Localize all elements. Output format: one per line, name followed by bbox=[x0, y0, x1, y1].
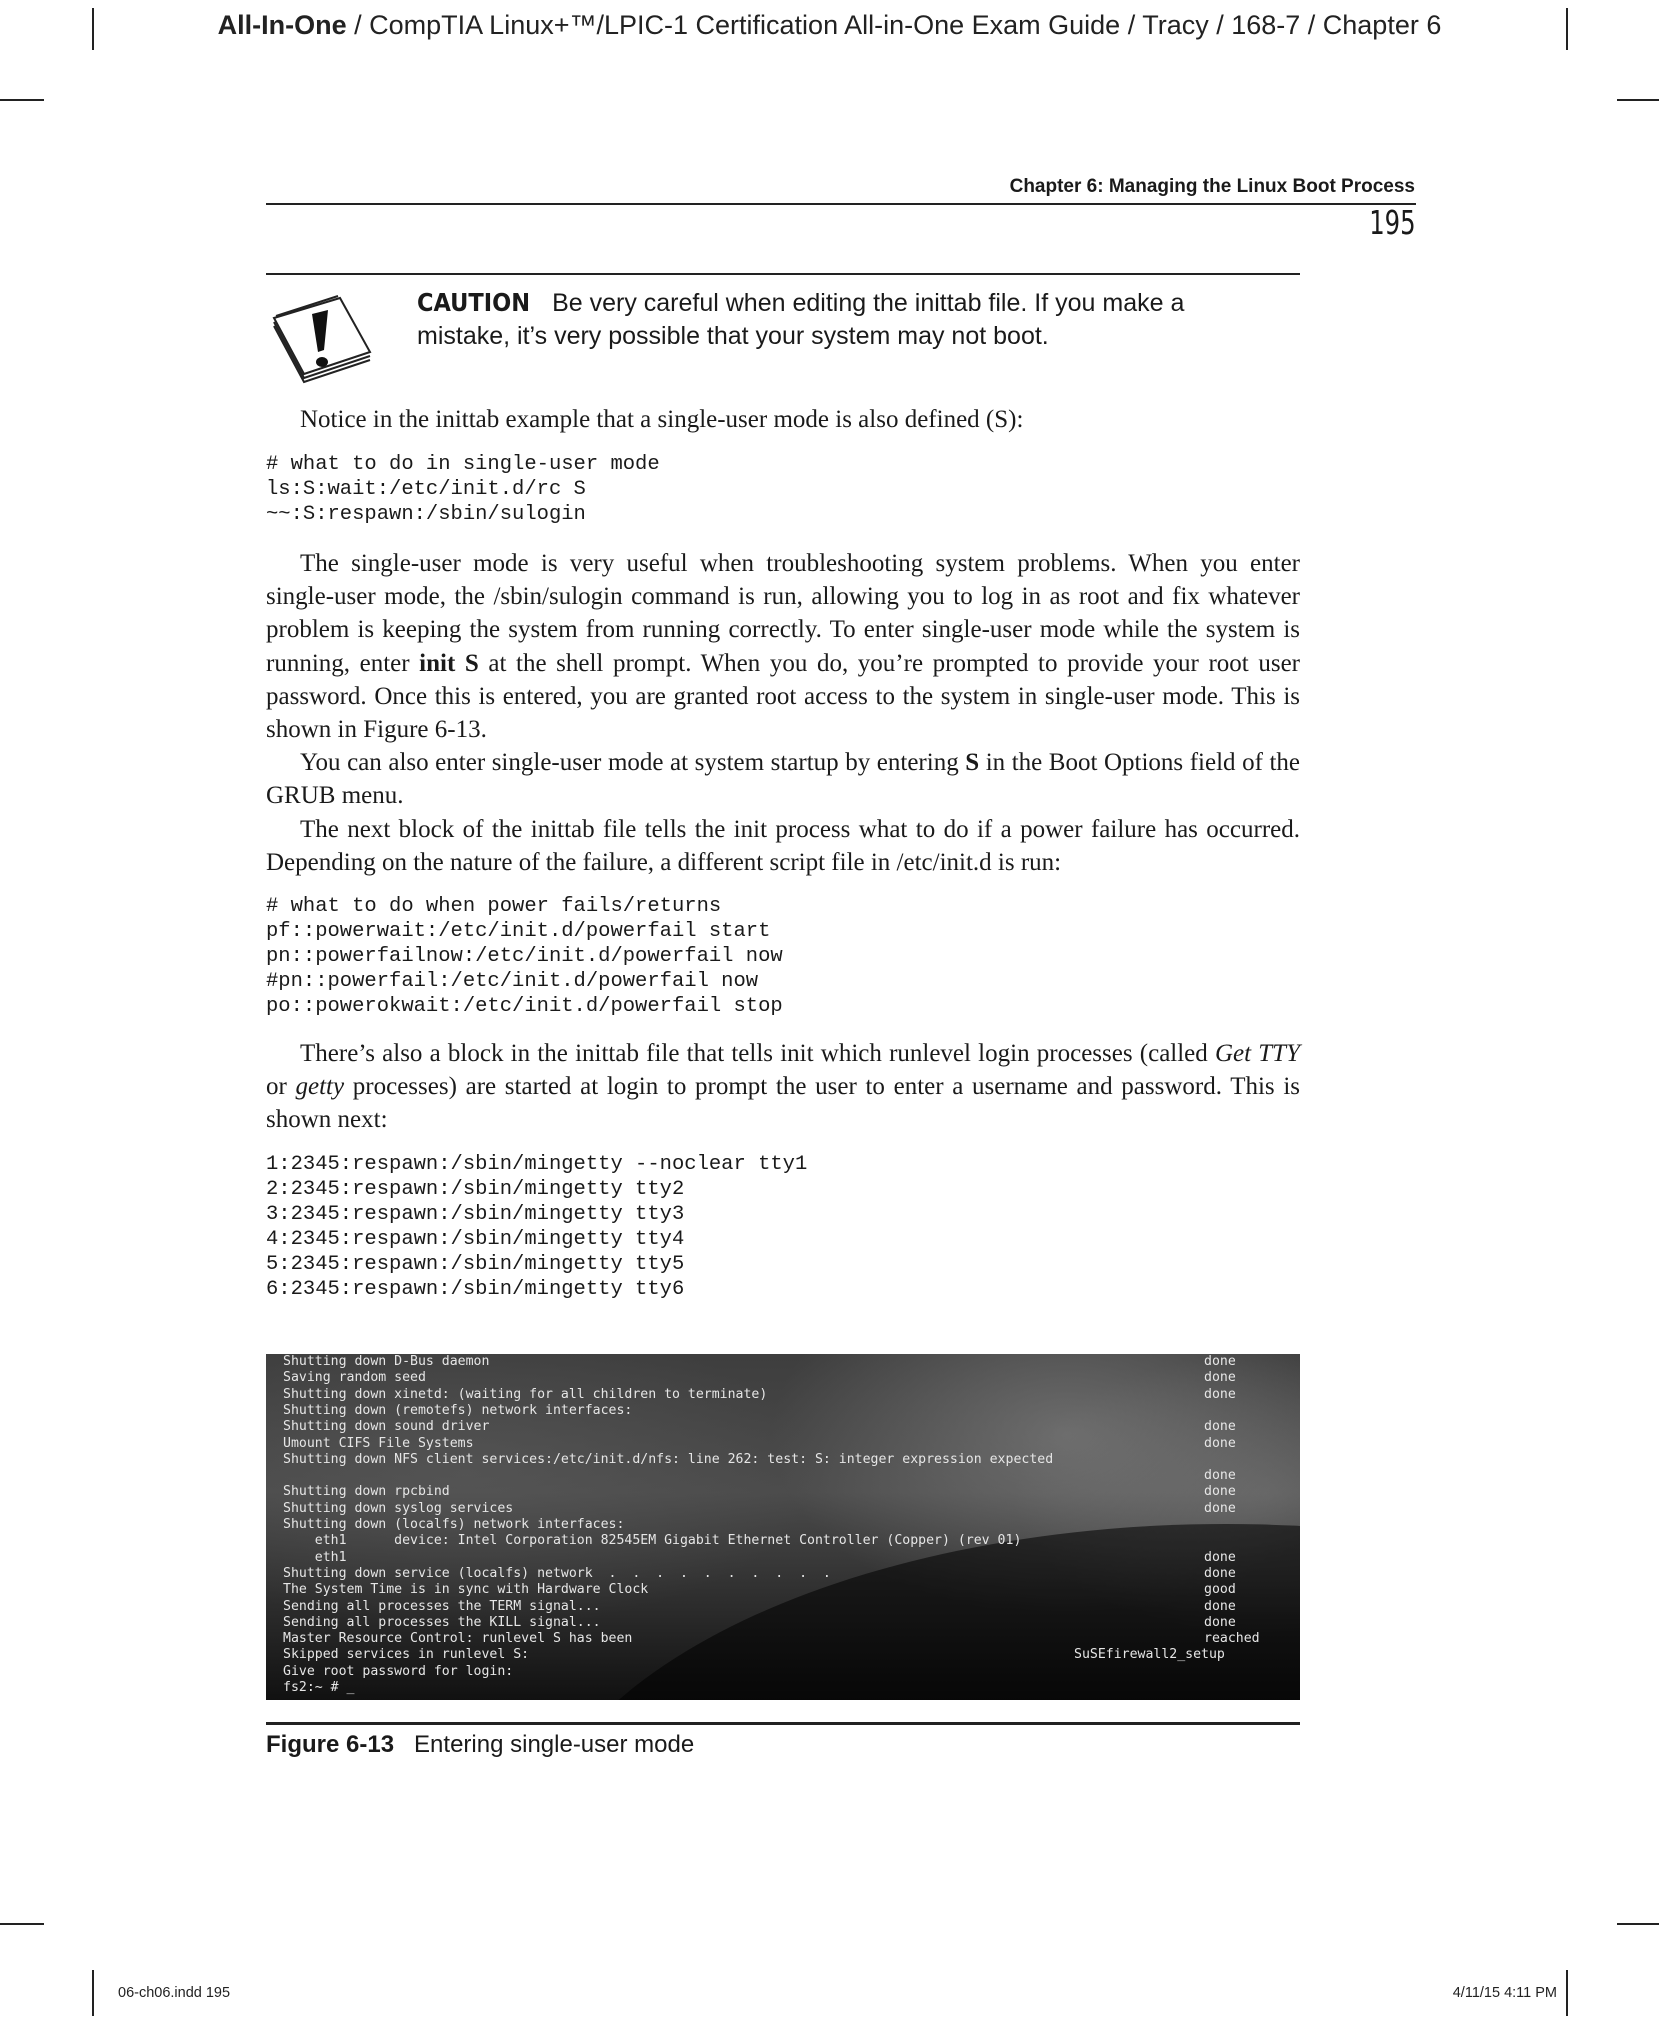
terminal-status: done bbox=[1204, 1468, 1236, 1484]
crop-mark-left-lower bbox=[0, 1923, 44, 1925]
paragraph-power-failure: The next block of the inittab file tells the init process what to do if a power failure has occurred. Depending on the nature of the failure, a different script file in /etc/init.d is run: bbox=[266, 816, 1300, 877]
code-line: # what to do in single-user mode bbox=[266, 453, 660, 476]
paragraph-text: or bbox=[266, 1073, 296, 1101]
terminal-line: Shutting down xinetd: (waiting for all children to terminate) bbox=[283, 1386, 768, 1402]
caution-label: CAUTION bbox=[417, 288, 531, 317]
figure-label: Figure 6-13 bbox=[266, 1731, 395, 1758]
code-block-power-failure bbox=[266, 894, 783, 1019]
paragraph-text: processes) are started at login to prompt the user to enter a username and password. This is shown next: bbox=[266, 1073, 1300, 1134]
terminal-status: SuSEfirewall2_setup bbox=[1074, 1647, 1225, 1663]
paragraph-single-user-intro: Notice in the inittab example that a single-user mode is also defined (S): bbox=[300, 406, 1024, 433]
footer-file-info: 06-ch06.indd 195 bbox=[118, 1985, 231, 2001]
terminal-line: Shutting down rpcbind bbox=[283, 1484, 450, 1500]
caution-exclamation-icon bbox=[266, 288, 376, 384]
page-number: 195 bbox=[1369, 203, 1416, 242]
terminal-line: Shutting down service (localfs) network . . . . . . . . . . bbox=[283, 1565, 831, 1581]
code-line: ~~:S:respawn:/sbin/sulogin bbox=[266, 503, 586, 526]
terminal-status: done bbox=[1204, 1598, 1236, 1614]
code-line: 1:2345:respawn:/sbin/mingetty --noclear tty1 bbox=[266, 1153, 808, 1176]
option-s: S bbox=[965, 749, 980, 776]
figure-caption bbox=[266, 1731, 694, 1759]
command-init-s: init S bbox=[419, 649, 479, 677]
code-line: #pn::powerfail:/etc/init.d/powerfail now bbox=[266, 970, 759, 993]
terminal-status: reached bbox=[1204, 1631, 1260, 1647]
terminal-line: Umount CIFS File Systems bbox=[283, 1435, 474, 1451]
slug-header-details: / CompTIA Linux+™/LPIC-1 Certification All-in-One Exam Guide / Tracy / 168-7 / Chapter 6 bbox=[346, 10, 1442, 40]
paragraph-text: The single-user mode is very useful when troubleshooting system problems. When you enter single-user mode, the /sbin/sulogin command is run, allowing you to log in as root and fix whatever problem is keeping the system from running correctly. To enter single-user mode while the system is running, enter bbox=[266, 550, 1300, 677]
terminal-status: done bbox=[1204, 1565, 1236, 1581]
terminal-line: Master Resource Control: runlevel S has been bbox=[283, 1631, 633, 1647]
code-line: 6:2345:respawn:/sbin/mingetty tty6 bbox=[266, 1278, 685, 1301]
terminal-status: good bbox=[1204, 1582, 1236, 1598]
terminal-line: Skipped services in runlevel S: bbox=[283, 1647, 530, 1663]
terminal-background-arc bbox=[526, 1524, 1300, 1700]
paragraph-getty bbox=[266, 1037, 1300, 1137]
code-line: 2:2345:respawn:/sbin/mingetty tty2 bbox=[266, 1178, 685, 1201]
crop-mark-bottom-left bbox=[92, 1970, 94, 2016]
code-line: pn::powerfailnow:/etc/init.d/powerfail now bbox=[266, 945, 783, 968]
footer-timestamp: 4/11/15 4:11 PM bbox=[1452, 1985, 1557, 2001]
terminal-line: Shutting down (remotefs) network interfaces: bbox=[283, 1402, 633, 1418]
crop-mark-left-upper bbox=[0, 99, 44, 101]
figure-rule bbox=[266, 1722, 1300, 1725]
terminal-line: eth1 device: Intel Corporation 82545EM Gigabit Ethernet Controller (Copper) (rev 01) bbox=[283, 1533, 1022, 1549]
paragraph-text: There’s also a block in the inittab file that tells init which runlevel login processes (called bbox=[300, 1040, 1215, 1067]
terminal-line: Shutting down NFS client services:/etc/init.d/nfs: line 262: test: S: integer expression expected bbox=[283, 1451, 1054, 1467]
slug-header bbox=[0, 10, 1659, 41]
code-line: ls:S:wait:/etc/init.d/rc S bbox=[266, 478, 586, 501]
terminal-line: Shutting down (localfs) network interfaces: bbox=[283, 1517, 625, 1532]
terminal-status: done bbox=[1204, 1419, 1236, 1435]
paragraph-grub-single-user bbox=[266, 746, 1300, 812]
terminal-status: done bbox=[1204, 1435, 1236, 1451]
code-line: po::powerokwait:/etc/init.d/powerfail stop bbox=[266, 995, 783, 1018]
running-head-rule bbox=[266, 203, 1416, 205]
terminal-status: done bbox=[1204, 1386, 1236, 1402]
paragraph-single-user-explanation bbox=[266, 547, 1300, 746]
paragraph-text: You can also enter single-user mode at system startup by entering bbox=[300, 749, 966, 776]
code-line: 5:2345:respawn:/sbin/mingetty tty5 bbox=[266, 1253, 685, 1276]
slug-header-series: All-In-One bbox=[217, 10, 347, 40]
terminal-line: Shutting down syslog services bbox=[283, 1500, 514, 1516]
figure-caption-text: Entering single-user mode bbox=[414, 1731, 695, 1758]
terminal-status: done bbox=[1204, 1549, 1236, 1565]
crop-mark-right-upper bbox=[1617, 99, 1659, 101]
code-block-single-user bbox=[266, 452, 660, 527]
terminal-line: The System Time is in sync with Hardware Clock bbox=[283, 1582, 649, 1598]
term-getty: getty bbox=[295, 1073, 345, 1101]
terminal-line: Shutting down sound driver bbox=[283, 1419, 490, 1435]
terminal-line: Sending all processes the TERM signal... bbox=[283, 1598, 601, 1614]
crop-mark-right-lower bbox=[1617, 1923, 1659, 1925]
terminal-line: Sending all processes the KILL signal... bbox=[283, 1614, 601, 1630]
terminal-status: done bbox=[1204, 1500, 1236, 1516]
terminal-line: Saving random seed bbox=[283, 1370, 426, 1386]
terminal-line: Shutting down D-Bus daemon bbox=[283, 1354, 490, 1369]
paragraph-text: in the Boot Options field of the GRUB menu. bbox=[266, 749, 1300, 810]
code-line: # what to do when power fails/returns bbox=[266, 895, 722, 918]
figure-terminal-screenshot bbox=[266, 1354, 1300, 1700]
term-get-tty: Get TTY bbox=[1214, 1040, 1300, 1067]
paragraph-text: at the shell prompt. When you do, you’re prompted to provide your root user password. Once this is entered, you are granted root access to the system in single-user mode. This is shown in Figure 6-13. bbox=[266, 649, 1300, 744]
crop-mark-bottom-right bbox=[1566, 1970, 1568, 2016]
terminal-status: done bbox=[1204, 1484, 1236, 1500]
running-head: Chapter 6: Managing the Linux Boot Process bbox=[1009, 176, 1415, 197]
caution-text: Be very careful when editing the inittab file. If you make a mistake, it’s very possible that your system may not boot. bbox=[417, 289, 1185, 350]
caution-note bbox=[417, 286, 1277, 353]
code-line: pf::powerwait:/etc/init.d/powerfail start bbox=[266, 920, 771, 943]
code-line: 3:2345:respawn:/sbin/mingetty tty3 bbox=[266, 1203, 685, 1226]
terminal-line: fs2:~ # _ bbox=[283, 1680, 355, 1695]
terminal-status: done bbox=[1204, 1370, 1236, 1386]
terminal-status: done bbox=[1204, 1354, 1236, 1369]
code-block-getty bbox=[266, 1152, 807, 1302]
terminal-line: Give root password for login: bbox=[283, 1663, 514, 1679]
caution-rule bbox=[266, 273, 1300, 275]
terminal-line: eth1 bbox=[283, 1549, 347, 1565]
code-line: 4:2345:respawn:/sbin/mingetty tty4 bbox=[266, 1228, 685, 1251]
terminal-status: done bbox=[1204, 1614, 1236, 1630]
